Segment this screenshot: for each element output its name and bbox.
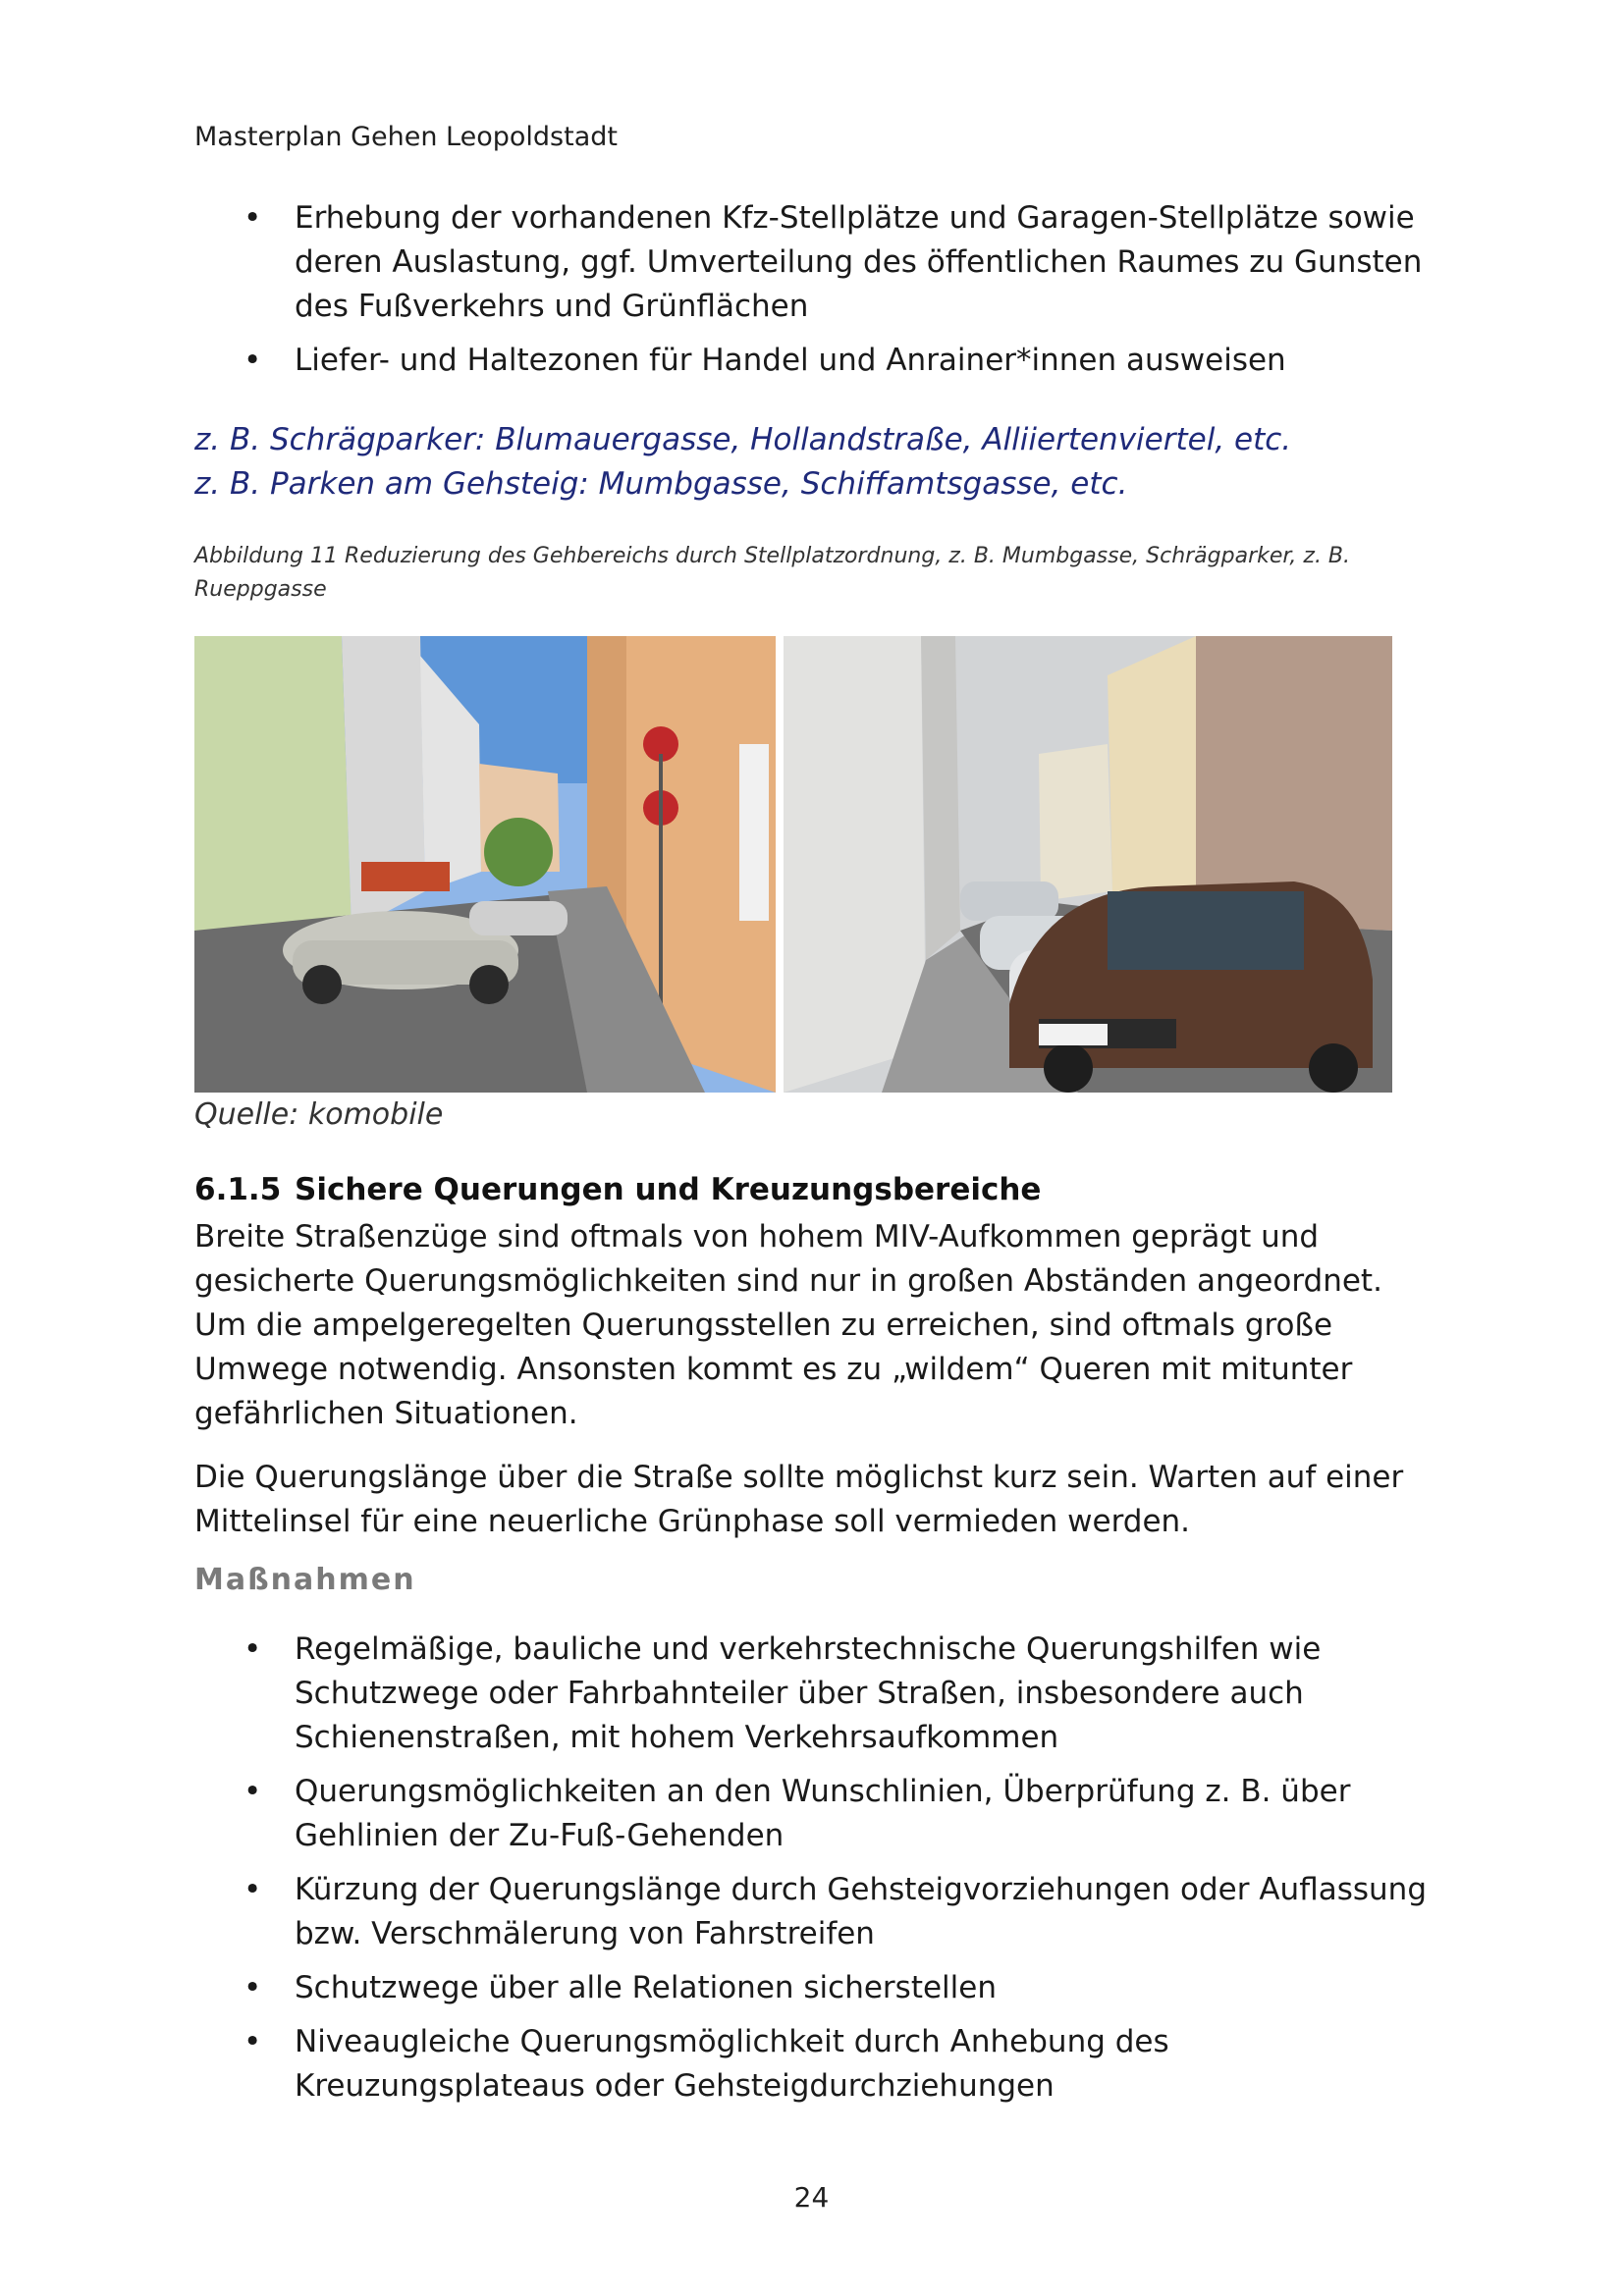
list-item-text: Schutzwege über alle Relationen sicherstellen: [295, 1970, 997, 2005]
page-header: Masterplan Gehen Leopoldstadt: [194, 122, 618, 152]
list-item: [194, 1628, 1461, 1760]
body-paragraph: Breite Straßenzüge sind oftmals von hohem MIV-Aufkommen geprägt und gesicherte Querungsmöglichkeiten sind nur in großen Abständen angeordnet. Um die ampelgeregelten Querungsstellen zu erreichen, sind oftmals große Umwege notwendig. Ansonsten kommt es zu „wildem“ Queren mit mitunter gefährlichen Situationen.: [194, 1219, 1382, 1431]
list-item: [194, 1868, 1461, 1956]
bullet-icon: •: [243, 1970, 262, 2005]
figure-source: Quelle: komobile: [194, 1097, 444, 1132]
bullet-icon: •: [243, 1872, 262, 1907]
example-line: z. B. Parken am Gehsteig: Mumbgasse, Schiffamtsgasse, etc.: [194, 466, 1128, 502]
bullet-icon: •: [243, 1774, 262, 1809]
list-item: [194, 1770, 1461, 1858]
figure-caption: Abbildung 11 Reduzierung des Gehbereichs durch Stellplatzordnung, z. B. Mumbgasse, Schrägparker, z. B. Rueppgasse: [194, 544, 1351, 602]
photo-rueppgasse: [784, 636, 1392, 1093]
measure-list-crossings: [194, 1628, 1461, 2118]
example-line: z. B. Schrägparker: Blumauergasse, Hollandstraße, Alliiertenviertel, etc.: [194, 422, 1292, 457]
bullet-icon: •: [243, 200, 262, 236]
page-number: 24: [793, 2181, 830, 2214]
list-item-text: Liefer- und Haltezonen für Handel und Anrainer*innen ausweisen: [295, 343, 1286, 378]
measures-heading: Maßnahmen: [194, 1563, 416, 1597]
list-item: [194, 1966, 1461, 2010]
section-number: 6.1.5: [194, 1172, 282, 1207]
photo-mumbgasse: [194, 636, 776, 1093]
section-heading: [194, 1172, 1041, 1207]
example-list: [194, 418, 1291, 507]
list-item-text: Kürzung der Querungslänge durch Gehsteigvorziehungen oder Auflassung bzw. Verschmälerung von Fahrstreifen: [295, 1872, 1427, 1951]
list-item-text: Erhebung der vorhandenen Kfz-Stellplätze und Garagen-Stellplätze sowie deren Auslastung, ggf. Umverteilung des öffentlichen Raumes zu Gunsten des Fußverkehrs und Grünflächen: [295, 200, 1423, 324]
list-item-text: Querungsmöglichkeiten an den Wunschlinien, Überprüfung z. B. über Gehlinien der Zu-Fuß-Gehenden: [295, 1774, 1351, 1853]
body-paragraph: Die Querungslänge über die Straße sollte möglichst kurz sein. Warten auf einer Mittelinsel für eine neuerliche Grünphase soll vermieden werden.: [194, 1460, 1404, 1539]
section-title: Sichere Querungen und Kreuzungsbereiche: [295, 1172, 1042, 1207]
bullet-icon: •: [243, 343, 262, 378]
bullet-icon: •: [243, 1631, 262, 1667]
measure-list-parking: [194, 196, 1461, 393]
list-item: [194, 2020, 1461, 2109]
bullet-icon: •: [243, 2024, 262, 2059]
list-item-text: Niveaugleiche Querungsmöglichkeit durch Anhebung des Kreuzungsplateaus oder Gehsteigdurchziehungen: [295, 2024, 1169, 2104]
list-item-text: Regelmäßige, bauliche und verkehrstechnische Querungshilfen wie Schutzwege oder Fahrbahnteiler über Straßen, insbesondere auch Schienenstraßen, mit hohem Verkehrsaufkommen: [295, 1631, 1322, 1755]
list-item: [194, 196, 1461, 329]
list-item: [194, 339, 1461, 383]
